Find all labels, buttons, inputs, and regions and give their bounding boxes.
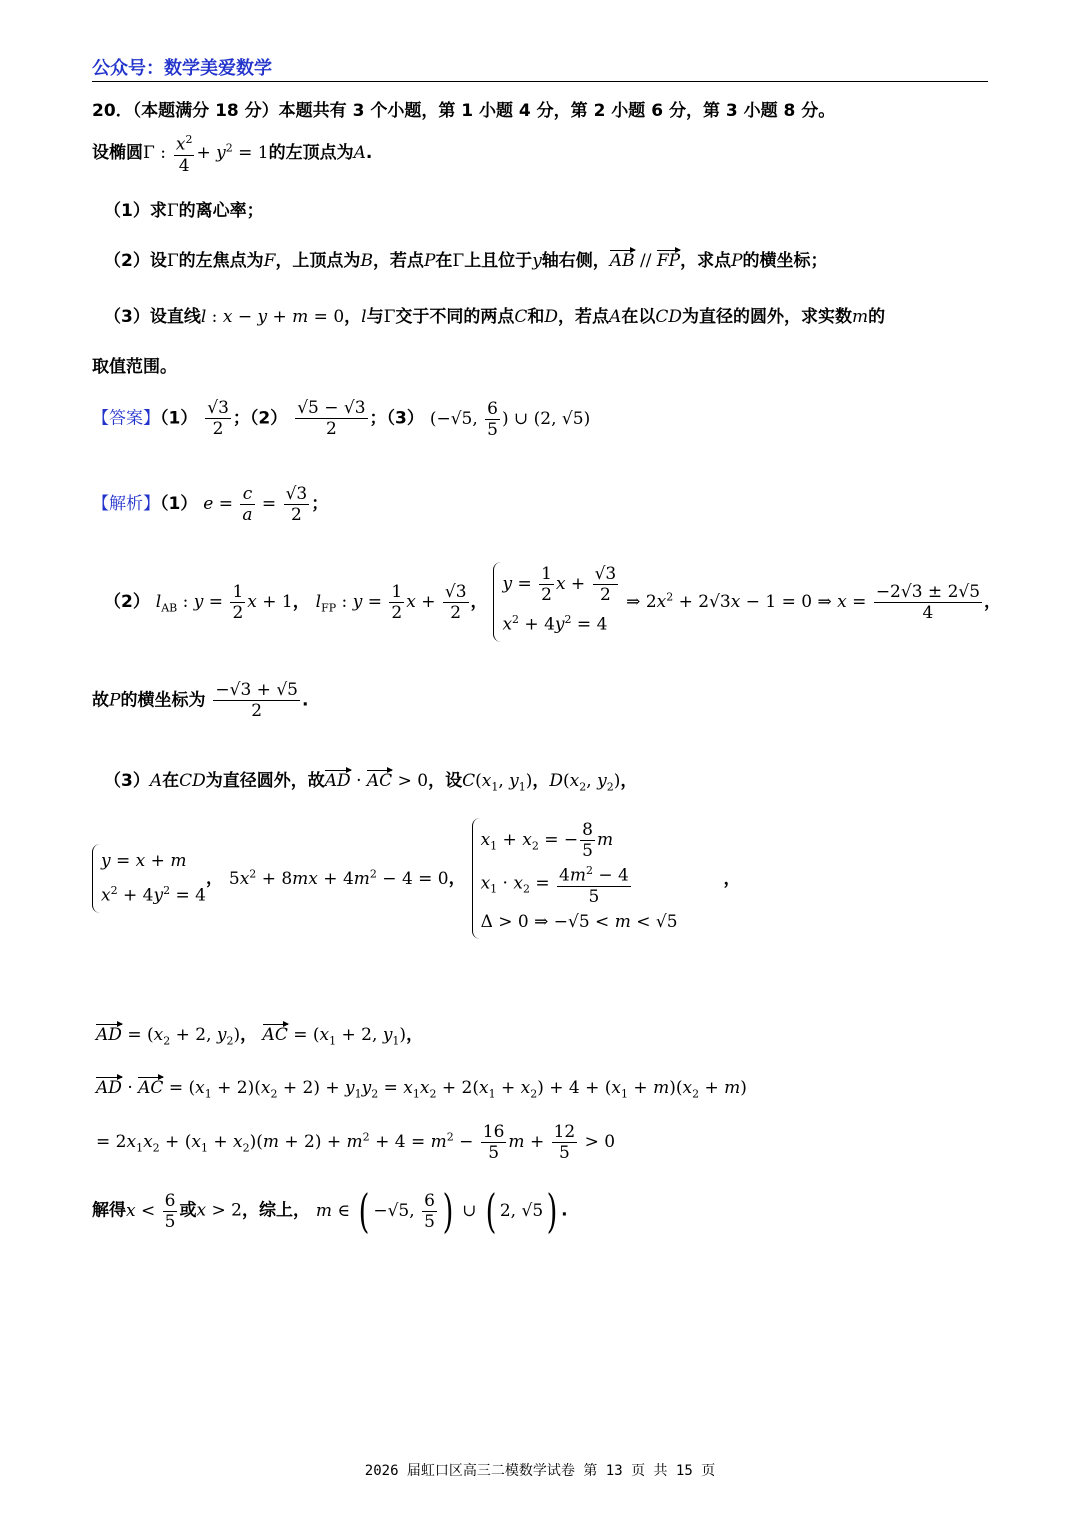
problem-ellipse-line: 设椭圆Γ : $\frac{x^2}{4}$ + $y^2 = 1$的左顶点为A. [92,130,372,176]
question-3-continued: 取值范围。 [92,357,177,377]
analysis-part2: （2） $l_{AB}$ : y = $\frac{1}{2}$ x + 1， $l_{FP}$ : y = $\frac{1}{2}$ x + $\frac{√3}{2}$ ， y = $\frac{1}{2}$ x + $\frac{√3}{2}$ $x^2 + 4y^2 = 4$ ⇒ $2x^2 + 2√3x - 1 = 0$ ⇒ x = $\frac{-2√3 \pm 2√5}{4}$ ， [104,562,1001,642]
final-result: 解得x < $\frac{6}{5}$ 或x > 2，综上， m ∈ ( −√5, $\frac{6}{5}$ ) ∪ ( 2, √5) . [92,1184,568,1238]
dot-product-simplified: = $2x_1x_2 + (x_1 + x_2)(m + 2) + m^2 + 4 = m^2$ − $\frac{16}{5}$ m + $\frac{12}{5}$ > 0 [96,1122,616,1163]
analysis-part2-conclusion: 故P的横坐标为 $\frac{-√3 + √5}{2}$ . [92,680,309,721]
page-header-title: 公众号：数学美爱数学 [92,58,272,79]
problem-heading: 20．（本题满分 18 分）本题共有 3 个小题，第 1 小题 4 分，第 2 小题 6 分，第 3 小题 8 分。 [92,101,836,121]
question-3: （3）设直线l : x − y + m = 0，l与Γ交于不同的两点C和D，若点A在以CD为直径的圆外，求实数m的 [104,307,886,327]
question-1: （1）求Γ的离心率； [104,201,264,221]
dot-product-line: AD · AC = $(x_1 + 2)(x_2 + 2) + y_1y_2 = x_1x_2 + 2(x_1 + x_2) + 4 + (x_1 + m)(x_2 + m)$ [96,1078,747,1101]
analysis-part3-intro: （3）A在CD为直径圆外，故AD · AC > 0，设$C(x_1$, $y_1$)，$D(x_2$, $y_2$)， [104,771,638,794]
answer-line: 【答案】（1） $\frac{√3}{2}$ ；（2） $\frac{√5 - √3}{2}$ ；（3） (−√5, $\frac{6}{5}$ ) ∪ (2, √5) [92,398,591,440]
analysis-part3-system: y = x + m $x^2 + 4y^2 = 4$ ， $5x^2 + 8mx + 4m^2 - 4 = 0$， $x_1 + x_2$ = − $\frac{8}{5}$ m $x_1 \cdot x_2$ = $\frac{4m^2 - 4}{5}$ Δ > 0 ⇒ −√5 < m < √5 ， [92,818,740,939]
header-rule [92,81,988,82]
page-footer: 2026 届虹口区高三二模数学试卷 第 13 页 共 15 页 [364,1463,716,1479]
vectors-line: AD = ($x_2 + 2$, $y_2$)， AC = ($x_1 + 2$, $y_1$)， [96,1025,424,1048]
analysis-part1: 【解析】（1） e = $\frac{c}{a}$ = $\frac{√3}{2}$ ； [92,484,329,525]
question-2: （2）设Γ的左焦点为F，上顶点为B，若点P在Γ上且位于y轴右侧，AB // FP，求点P的横坐标； [104,251,828,271]
